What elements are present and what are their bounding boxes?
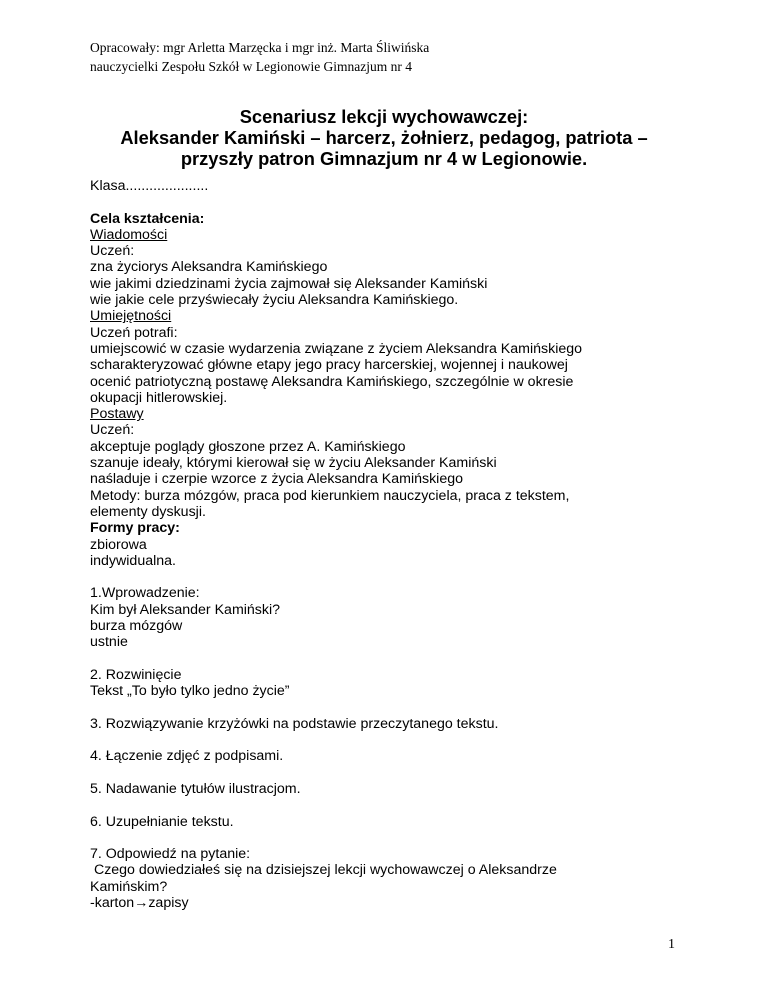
umiejetnosci-line: okupacji hitlerowskiej. xyxy=(90,389,228,406)
step-7-title: 7. Odpowiedź na pytanie: xyxy=(90,846,251,863)
step-7-line: Czego dowiedziałeś się na dzisiejszej lekcji wychowawczej o Aleksandrze xyxy=(90,862,557,879)
umiejetnosci-heading: Umiejętności xyxy=(90,308,172,325)
formy-line: indywidualna. xyxy=(90,552,176,569)
wiadomosci-line: wie jakimi dziedzinami życia zajmował się Aleksander Kamiński xyxy=(90,275,488,292)
step-1-title: 1.Wprowadzenie: xyxy=(90,585,200,602)
page-header xyxy=(90,38,429,76)
wiadomosci-heading: Wiadomości xyxy=(90,226,168,243)
postawy-line: akceptuje poglądy głoszone przez A. Kamińskiego xyxy=(90,438,406,455)
umiejetnosci-line: umiejscowić w czasie wydarzenia związane z życiem Aleksandra Kamińskiego xyxy=(90,340,583,357)
step-6: 6. Uzupełnianie tekstu. xyxy=(90,813,234,830)
step-7-line: -karton→zapisy xyxy=(90,895,189,912)
postawy-line: elementy dyskusji. xyxy=(90,503,206,520)
postawy-line: szanuje ideały, którymi kierował się w życiu Aleksander Kamiński xyxy=(90,455,497,472)
wiadomosci-line: zna życiorys Aleksandra Kamińskiego xyxy=(90,259,328,276)
umiejetnosci-line: Uczeń potrafi: xyxy=(90,324,178,341)
postawy-line: Metody: burza mózgów, praca pod kierunkiem nauczyciela, praca z tekstem, xyxy=(90,487,570,504)
step-4: 4. Łączenie zdjęć z podpisami. xyxy=(90,748,284,765)
klasa-field: Klasa..................... xyxy=(90,178,209,194)
header-school: nauczycielki Zespołu Szkół w Legionowie Gimnazjum nr 4 xyxy=(90,59,413,74)
postawy-heading: Postawy xyxy=(90,406,144,423)
step-5: 5. Nadawanie tytułów ilustracjom. xyxy=(90,780,301,797)
umiejetnosci-line: scharakteryzować główne etapy jego pracy harcerskiej, wojennej i naukowej xyxy=(90,357,568,374)
cele-heading: Cela kształcenia: xyxy=(90,210,205,227)
wiadomosci-line: wie jakie cele przyświecały życiu Aleksandra Kamińskiego. xyxy=(90,292,459,309)
umiejetnosci-line: ocenić patriotyczną postawę Aleksandra Kamińskiego, szczególnie w okresie xyxy=(90,373,574,390)
step-2-title: 2. Rozwinięcie xyxy=(90,666,182,683)
header-authors: Opracowały: mgr Arletta Marzęcka i mgr inż. Marta Śliwińska xyxy=(90,40,430,55)
formy-line: zbiorowa xyxy=(90,536,147,553)
wiadomosci-line: Uczeń: xyxy=(90,243,135,260)
title-line-1: Scenariusz lekcji wychowawczej: xyxy=(239,106,529,127)
step-2-line: Tekst „To było tylko jedno życie” xyxy=(90,683,290,700)
page-number: 1 xyxy=(668,937,675,952)
step-7-line: Kamińskim? xyxy=(90,878,168,895)
step-1-line: burza mózgów xyxy=(90,618,183,635)
step-3: 3. Rozwiązywanie krzyżówki na podstawie przeczytanego tekstu. xyxy=(90,715,499,732)
title-line-3: przyszły patron Gimnazjum nr 4 w Legionowie. xyxy=(180,148,588,169)
postawy-line: naśladuje i czerpie wzorce z życia Aleksandra Kamińskiego xyxy=(90,471,463,488)
step-1-line: Kim był Aleksander Kamiński? xyxy=(90,601,281,618)
formy-heading: Formy pracy: xyxy=(90,520,180,537)
step-1-line: ustnie xyxy=(90,634,128,651)
document-body xyxy=(90,178,690,911)
title-line-2: Aleksander Kamiński – harcerz, żołnierz, pedagog, patriota – xyxy=(120,127,648,148)
postawy-line: Uczeń: xyxy=(90,422,135,439)
document-title xyxy=(0,106,768,169)
